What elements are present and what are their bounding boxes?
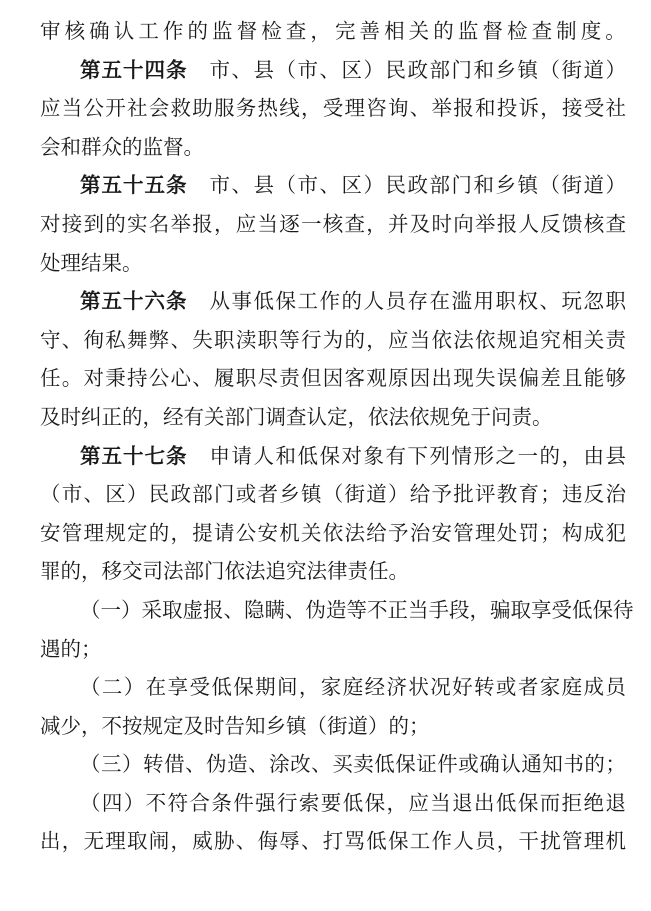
text-line: （ 四 ） 不 符 合 条 件 强 行 索 要 低 保 ， 应 当 退 出 低 保 而 拒 绝 退 bbox=[80, 790, 626, 815]
line-text: 市 、 县 （ 市 、 区 ） 民 政 部 门 和 乡 镇 （ 街 道 ） bbox=[209, 57, 626, 82]
article-heading: 第五十七条 bbox=[80, 443, 188, 468]
text-line: 罪的，移交司法部门依法追究法律责任。 bbox=[40, 559, 409, 584]
article-heading: 第五十六条 bbox=[80, 289, 188, 314]
text-line: （ 二 ） 在 享 受 低 保 期 间 ， 家 庭 经 济 状 况 好 转 或 者 家 庭 成 员 bbox=[80, 675, 626, 700]
text-line: 应 当 公 开 社 会 救 助 服 务 热 线 ， 受 理 咨 询 、 举 报 和 投 诉 ， 接 受 社 bbox=[40, 96, 626, 121]
article-prev bbox=[40, 12, 626, 51]
text-line: 对 接 到 的 实 名 举 报 ， 应 当 逐 一 核 查 ， 并 及 时 向 举 报 人 反 馈 核 查 bbox=[40, 211, 626, 236]
text-line: 审 核 确 认 工 作 的 监 督 检 查 ， 完 善 相 关 的 监 督 检 查 制 度 。 bbox=[40, 19, 626, 43]
text-line: （ 一 ） 采 取 虚 报 、 隐 瞒 、 伪 造 等 不 正 当 手 段 ， 骗 取 享 受 低 保 待 bbox=[80, 597, 634, 622]
item-2 bbox=[40, 668, 626, 745]
item-4 bbox=[40, 784, 626, 861]
text-line: 遇的； bbox=[40, 636, 102, 661]
article-57 bbox=[40, 437, 626, 591]
text-line: 安 管 理 规 定 的 ， 提 请 公 安 机 关 依 法 给 予 治 安 管 理 处 罚 ； 构 成 犯 bbox=[40, 520, 626, 545]
text-line bbox=[40, 437, 626, 476]
article-56 bbox=[40, 282, 626, 436]
text-line: （ 市 、 区 ） 民 政 部 门 或 者 乡 镇 （ 街 道 ） 给 予 批 评 教 育 ； 违 反 治 bbox=[40, 482, 626, 507]
text-line: 会和群众的监督。 bbox=[40, 134, 204, 159]
text-line: （ 三 ） 转 借 、 伪 造 、 涂 改 、 买 卖 低 保 证 件 或 确 认 通 知 书 的 ； bbox=[80, 752, 626, 777]
article-heading: 第五十五条 bbox=[80, 173, 188, 198]
text-line: 处理结果。 bbox=[40, 250, 143, 275]
item-3 bbox=[40, 745, 626, 784]
text-line bbox=[40, 51, 626, 90]
text-line: 守 、 徇 私 舞 弊 、 失 职 渎 职 等 行 为 的 ， 应 当 依 法 依 规 追 究 相 关 责 bbox=[40, 327, 626, 352]
text-line: 出 ， 无 理 取 闹 ， 威 胁 、 侮 辱 、 打 骂 低 保 工 作 人 员 ， 干 扰 管 理 机 bbox=[40, 829, 626, 854]
line-text: 市 、 县 （ 市 、 区 ） 民 政 部 门 和 乡 镇 （ 街 道 ） bbox=[209, 173, 626, 198]
article-55 bbox=[40, 166, 626, 282]
article-heading: 第五十四条 bbox=[80, 57, 188, 82]
line-text: 从 事 低 保 工 作 的 人 员 存 在 滥 用 职 权 、 玩 忽 职 bbox=[209, 289, 626, 314]
text-line bbox=[40, 282, 626, 321]
document-page bbox=[40, 12, 634, 861]
text-line bbox=[40, 166, 626, 205]
item-1 bbox=[40, 591, 634, 668]
text-line: 及时纠正的，经有关部门调查认定，依法依规免于问责。 bbox=[40, 404, 553, 429]
line-text: 申 请 人 和 低 保 对 象 有 下 列 情 形 之 一 的 ， 由 县 bbox=[209, 443, 626, 468]
text-line: 任 。 对 秉 持 公 心 、 履 职 尽 责 但 因 客 观 原 因 出 现 失 误 偏 差 且 能 够 bbox=[40, 366, 626, 391]
text-line: 减少，不按规定及时告知乡镇（街道）的； bbox=[40, 713, 430, 738]
article-54 bbox=[40, 51, 626, 167]
